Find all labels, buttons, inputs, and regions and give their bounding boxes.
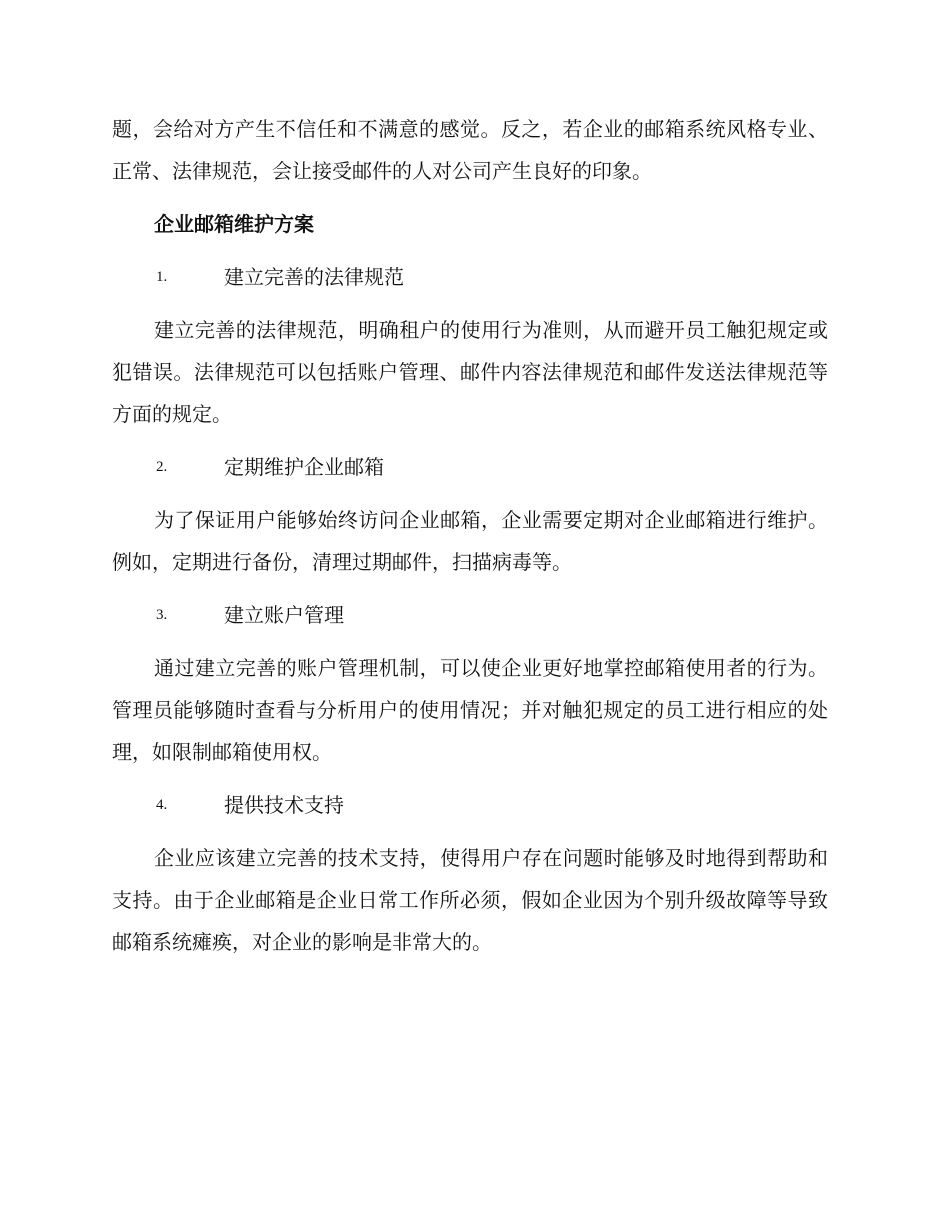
list-item-3-heading: [112, 594, 828, 636]
list-item-number: 2.: [156, 459, 168, 475]
list-item-2-heading: [112, 446, 828, 488]
list-item-3-body: 通过建立完善的账户管理机制，可以使企业更好地掌控邮箱使用者的行为。管理员能够随时查看与分析用户的使用情况；并对触犯规定的员工进行相应的处理，如限制邮箱使用权。: [112, 656, 828, 764]
list-item-1-heading: [112, 256, 828, 298]
list-item-title: 建立完善的法律规范: [224, 265, 404, 289]
list-item-number: 1.: [156, 269, 168, 285]
document-page: [112, 108, 828, 963]
list-item-number: 3.: [156, 607, 168, 623]
section-heading: 企业邮箱维护方案: [154, 212, 314, 236]
list-item-1-body: 建立完善的法律规范，明确租户的使用行为准则，从而避开员工触犯规定或犯错误。法律规范可以包括账户管理、邮件内容法律规范和邮件发送法律规范等方面的规定。: [112, 318, 828, 426]
list-item-4-heading: [112, 784, 828, 826]
list-item-title: 定期维护企业邮箱: [224, 455, 384, 479]
list-item-4-body: 企业应该建立完善的技术支持，使得用户存在问题时能够及时地得到帮助和支持。由于企业邮箱是企业日常工作所必须，假如企业因为个别升级故障等导致邮箱系统瘫痪，对企业的影响是非常大的。: [112, 846, 828, 954]
list-item-title: 建立账户管理: [224, 603, 344, 627]
list-item-title: 提供技术支持: [224, 793, 344, 817]
intro-paragraph: 题，会给对方产生不信任和不满意的感觉。反之，若企业的邮箱系统风格专业、正常、法律规范，会让接受邮件的人对公司产生良好的印象。: [112, 117, 828, 183]
list-item-number: 4.: [156, 797, 168, 813]
list-item-2-body: 为了保证用户能够始终访问企业邮箱，企业需要定期对企业邮箱进行维护。例如，定期进行备份，清理过期邮件，扫描病毒等。: [112, 508, 828, 574]
